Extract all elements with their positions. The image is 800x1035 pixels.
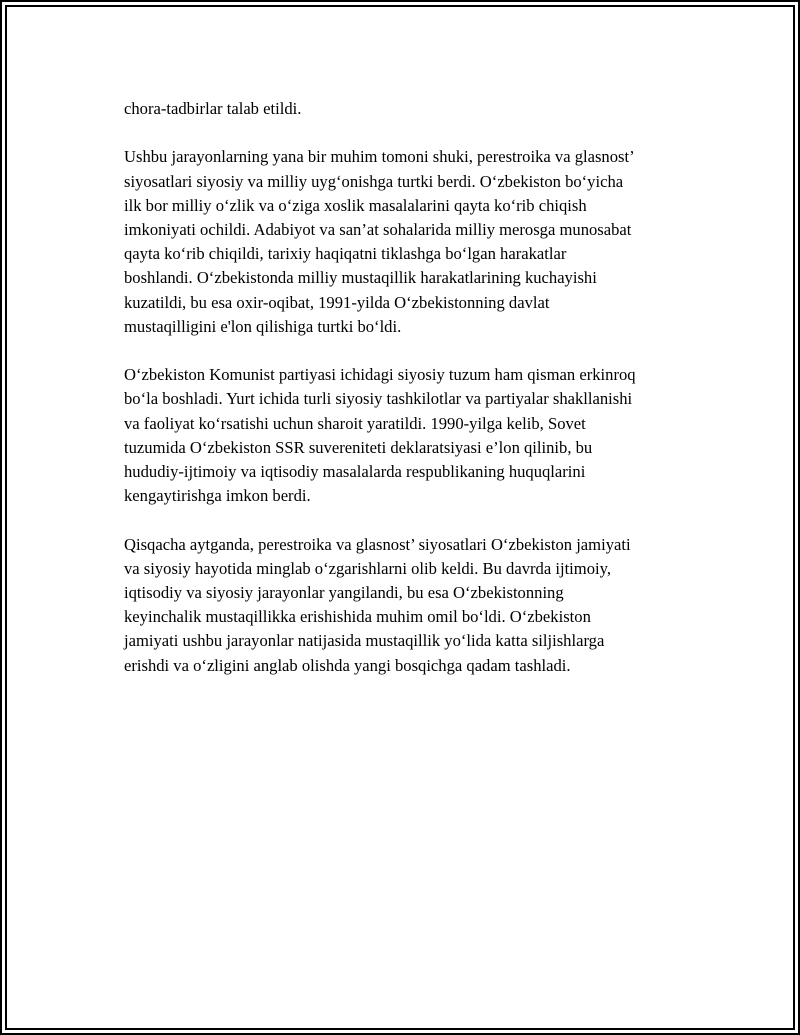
paragraph-4: Qisqacha aytganda, perestroika va glasnost’ siyosatlari O‘zbekiston jamiyati va siyosiy hayotida minglab o‘zgarishlarni olib keldi. Bu davrda ijtimoiy, iqtisodiy va siyosiy jarayonlar yangilandi, bu esa O‘zbekistonning keyinchalik mustaqillikka erishishida muhim omil bo‘ldi. O‘zbekiston jamiyati ushbu jarayonlar natijasida mustaqillik yo‘lida katta siljishlarga erishdi va o‘zligini anglab olishda yangi bosqichga qadam tashladi.: [124, 534, 631, 675]
paragraph-1: chora-tadbirlar talab etildi.: [124, 99, 302, 118]
paragraph-3: O‘zbekiston Komunist partiyasi ichidagi siyosiy tuzum ham qisman erkinroq bo‘la boshladi. Yurt ichida turli siyosiy tashkilotlar va partiyalar shakllanishi va faoliyat ko‘rsatishi uchun sharoit yaratildi. 1990-yilga kelib, Sovet tuzumida O‘zbekiston SSR suvereniteti deklaratsiyasi e’lon qilinib, bu hududiy-ijtimoiy va iqtisodiy masalalarda respublikaning huquqlarini kengaytirishga imkon berdi.: [124, 365, 636, 506]
document-body: [124, 97, 704, 702]
paragraph-2: Ushbu jarayonlarning yana bir muhim tomoni shuki, perestroika va glasnost’ siyosatlari siyosiy va milliy uyg‘onishga turtki berdi. O‘zbekiston bo‘yicha ilk bor milliy o‘zlik va o‘ziga xoslik masalalarini qayta ko‘rib chiqish imkoniyati ochildi. Adabiyot va san’at sohalarida milliy merosga munosabat qayta ko‘rib chiqildi, tarixiy haqiqatni tiklashga bo‘lgan harakatlar boshlandi. O‘zbekistonda milliy mustaqillik harakatlarining kuchayishi kuzatildi, bu esa oxir-oqibat, 1991-yilda O‘zbekistonning davlat mustaqilligini e'lon qilishiga turtki bo‘ldi.: [124, 147, 635, 336]
